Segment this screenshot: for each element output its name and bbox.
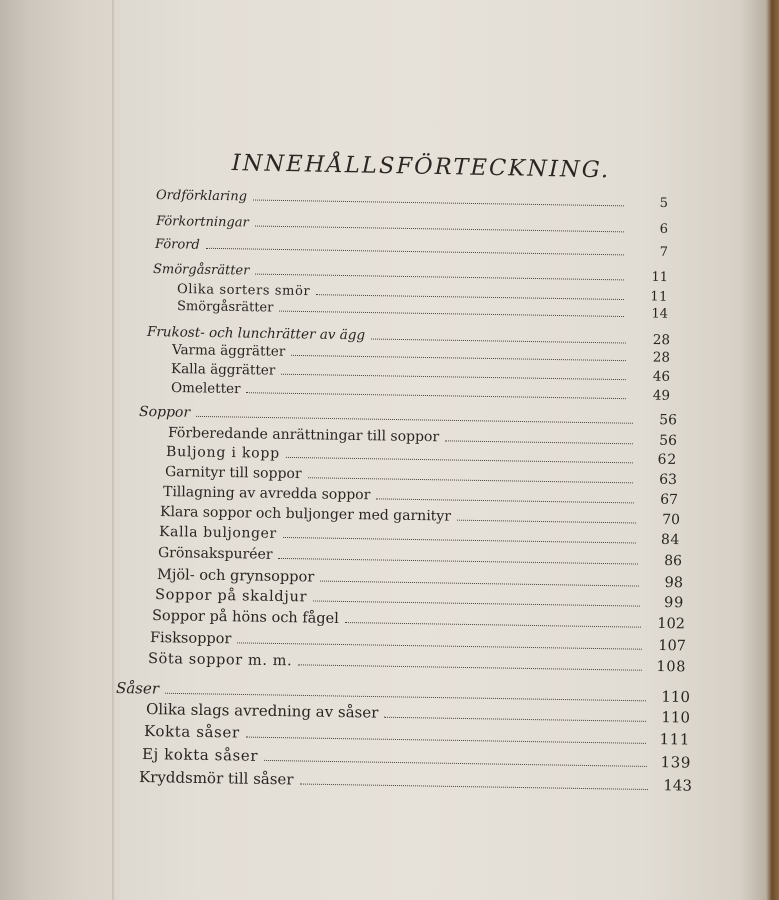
toc-leader [345, 622, 641, 628]
toc-entry-label: Kryddsmör till såser [138, 768, 294, 789]
toc-leader [237, 642, 642, 649]
toc-entry-page: 11 [651, 269, 669, 286]
toc-entry-page: 67 [660, 491, 679, 509]
toc-entry-page: 70 [662, 511, 681, 529]
toc-entry-label: Grönsakspuréer [157, 545, 273, 563]
toc-leader [376, 498, 634, 503]
toc-entry-page: 49 [652, 387, 671, 404]
toc-entry-label: Förberedande anrättningar till soppor [167, 425, 440, 446]
toc-leader [281, 374, 626, 380]
toc-entry-label: Soppor på höns och fågel [151, 608, 339, 627]
toc-entry-label: Varma äggrätter [171, 342, 286, 360]
toc-entry-label: Buljong i kopp [165, 444, 281, 462]
toc-entry-page: 6 [659, 221, 669, 238]
toc-entry-page: 98 [664, 574, 684, 592]
toc-entry-page: 62 [657, 451, 678, 469]
toc-entry-label: Tillagning av avredda soppor [162, 484, 371, 504]
toc-entry-label: Ej kokta såser [141, 745, 259, 765]
toc-leader [313, 600, 640, 606]
toc-entry-label: Kalla äggrätter [170, 361, 276, 379]
toc-leader [279, 311, 624, 317]
toc-entry-label: Fisksoppor [149, 630, 232, 648]
toc-entry-page: 56 [659, 412, 678, 429]
toc-entry-label: Förkortningar [155, 214, 249, 231]
toc-leader [255, 274, 624, 281]
toc-entry [156, 188, 668, 218]
toc-entry-page: 84 [660, 531, 681, 549]
toc-entry-label: Ordförklaring [155, 188, 248, 205]
toc-leader [316, 294, 624, 300]
toc-entry-label: Omeletter [170, 380, 241, 398]
toc-entry-label: Olika slags avredning av såser [145, 700, 379, 722]
toc-leader [320, 581, 639, 587]
toc-leader [283, 537, 636, 544]
toc-leader [445, 440, 633, 444]
toc-entry-page: 7 [659, 244, 669, 261]
toc-entry-label: Soppor på skaldjur [154, 587, 308, 606]
toc-entry-page: 111 [659, 730, 691, 749]
toc-entry-page: 99 [663, 594, 685, 612]
toc-entry-label: Olika sorters smör [176, 282, 311, 300]
toc-leader [308, 477, 633, 483]
toc-leader [255, 226, 624, 233]
toc-leader [165, 693, 646, 702]
toc-entry-label: Mjöl- och grynsoppor [156, 567, 315, 586]
toc-entry-label: Garnityr till soppor [164, 464, 302, 483]
toc-entry-page: 102 [657, 615, 686, 633]
toc-entry-label: Smörgåsrätter [176, 299, 274, 316]
toc-entry-page: 107 [658, 637, 687, 655]
toc-entry-label: Såser [115, 679, 160, 698]
toc-leader [196, 416, 633, 424]
toc-leader [299, 784, 647, 790]
toc-entry-page: 56 [659, 432, 678, 449]
toc-entry-label: Frukost- och lunchrätter av ägg [146, 324, 366, 344]
toc-entry-page: 110 [661, 708, 691, 727]
toc-leader [286, 457, 633, 463]
toc-entry-label: Smörgåsrätter [152, 262, 250, 279]
toc-leader [384, 717, 646, 722]
toc-entry-page: 14 [651, 306, 669, 322]
toc-leader [264, 760, 647, 767]
toc-entry-page: 86 [664, 552, 683, 570]
toc-leader [253, 200, 624, 207]
toc-entry-page: 28 [652, 331, 671, 349]
toc-entry-page: 5 [659, 195, 669, 212]
toc-entry-label: Kalla buljonger [158, 524, 277, 542]
toc-entry-page: 11 [650, 289, 669, 305]
toc-entry-label: Söta soppor m. m. [147, 651, 293, 670]
toc-entry-page: 28 [652, 349, 671, 366]
toc-leader [457, 520, 636, 524]
toc-leader [298, 664, 642, 670]
toc-entry-page: 110 [661, 687, 691, 707]
toc-entry-label: Soppor [138, 404, 191, 421]
toc-entry-page: 139 [660, 753, 692, 772]
toc-entry-page: 108 [656, 658, 687, 676]
page-title: INNEHÅLLSFÖRTECKNING. [231, 150, 611, 184]
toc-leader [246, 737, 646, 744]
toc-leader [206, 248, 624, 256]
toc-leader [278, 558, 638, 565]
toc-entry-label: Klara soppor och buljonger med garnityr [159, 504, 452, 525]
toc-entry-page: 63 [659, 471, 678, 489]
toc-entry-label: Förord [154, 237, 200, 253]
toc-entry-label: Kokta såser [143, 722, 240, 742]
toc-entry-page: 46 [652, 368, 671, 385]
toc-leader [246, 392, 626, 399]
toc-leader [291, 355, 626, 361]
toc-leader [371, 339, 626, 344]
toc-entry-page: 143 [663, 776, 693, 795]
